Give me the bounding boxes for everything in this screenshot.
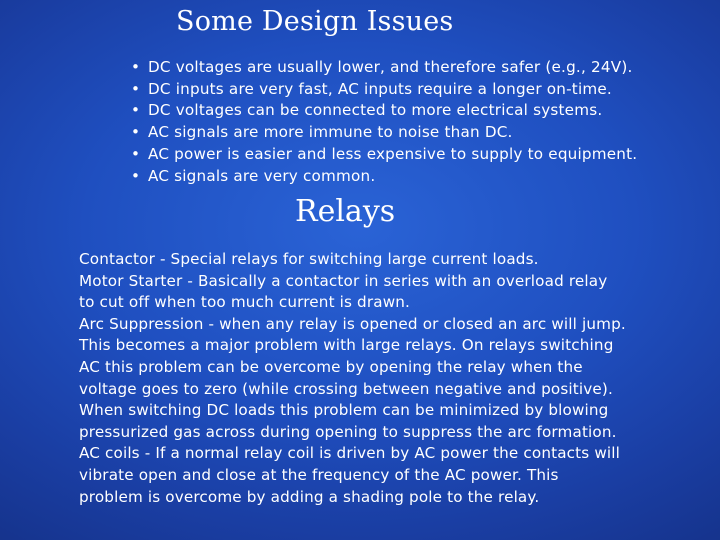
paragraph-line: Contactor - Special relays for switching large current loads.	[79, 250, 539, 268]
bullet-item	[131, 166, 637, 188]
bullet-text: AC signals are very common.	[148, 166, 376, 185]
bullet-text: AC power is easier and less expensive to supply to equipment.	[148, 144, 638, 163]
paragraph-line: problem is overcome by adding a shading pole to the relay.	[79, 487, 540, 506]
paragraph-line: Arc Suppression - when any relay is opened or closed an arc will jump.	[79, 314, 626, 333]
paragraph-line: Motor Starter - Basically a contactor in series with an overload relay	[79, 271, 608, 290]
bullet-dot-icon: •	[131, 58, 141, 76]
bullet-item	[131, 144, 637, 166]
bullet-item	[131, 79, 637, 101]
bullet-dot-icon: •	[131, 123, 141, 142]
paragraph-line: AC coils - If a normal relay coil is driven by AC power the contacts will	[79, 444, 621, 463]
paragraph-line: This becomes a major problem with large relays. On relays switching	[79, 336, 614, 355]
bullet-text: DC voltages are usually lower, and therefore safer (e.g., 24V).	[148, 58, 633, 76]
paragraph-line: AC this problem can be overcome by opening the relay when the	[79, 357, 583, 376]
relays-paragraph	[79, 249, 719, 508]
bullet-text: DC inputs are very fast, AC inputs require a longer on-time.	[148, 79, 612, 98]
bullet-item	[131, 122, 637, 144]
section-title-relays: Relays	[295, 194, 396, 229]
bullet-dot-icon: •	[131, 101, 141, 120]
bullet-dot-icon: •	[131, 79, 141, 98]
bullet-dot-icon: •	[131, 144, 141, 163]
bullet-item	[131, 100, 637, 122]
paragraph-line: pressurized gas across during opening to suppress the arc formation.	[79, 422, 617, 441]
bullet-text: AC signals are more immune to noise than DC.	[148, 123, 513, 142]
bullet-dot-icon: •	[131, 166, 141, 185]
paragraph-line: vibrate open and close at the frequency of the AC power. This	[79, 465, 559, 484]
paragraph-line: When switching DC loads this problem can be minimized by blowing	[79, 401, 609, 420]
bullet-text: DC voltages can be connected to more electrical systems.	[148, 101, 603, 120]
design-issues-bullet-list	[131, 57, 637, 187]
bullet-item	[131, 57, 637, 79]
paragraph-line: voltage goes to zero (while crossing between negative and positive).	[79, 379, 613, 398]
slide-title-design-issues: Some Design Issues	[176, 6, 454, 37]
paragraph-line: to cut off when too much current is drawn.	[79, 293, 411, 312]
